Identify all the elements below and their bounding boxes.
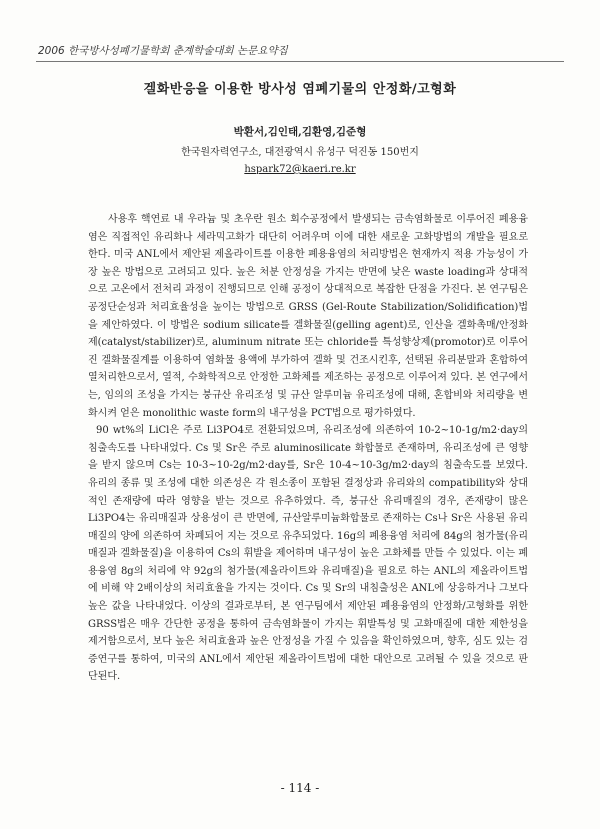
paper-affiliation: 한국원자력연구소, 대전광역시 유성구 덕진동 150번지 <box>181 147 419 158</box>
header-rule <box>36 61 564 62</box>
abstract-body <box>88 211 528 686</box>
abstract-paragraph-2: 90 wt%의 LiCl은 주로 Li3PO4로 전환되었으며, 유리조성에 의존하여 10-2~10-1g/m2·day의 침출속도를 나타내었다. Cs 및 Sr은 주로 aluminosilicate 화합물로 존재하며, 유리조성에 큰 영향을 받지 않으며 Cs는 10-3~10-2g/m2·day를, Sr은 10-4~10-3g/m2·day의 침출속도를 보였다. 유리의 종류 및 조성에 대한 의존성은 각 원소종이 포함된 결정상과 유리와의 compatibility와 상대적인 존재량에 따라 영향을 받는 것으로 유추하였다. 즉, 붕규산 유리매질의 경우, 존재량이 많은 Li3PO4는 유리매질과 상용성이 큰 반면에, 규산알루미늄화합물로 존재하는 Cs나 Sr은 사용된 유리매질의 양에 의존하여 차폐되어 지는 것으로 유추되었다. 16g의 폐용융염 처리에 84g의 첨가물(유리매질과 겔화물질)을 이용하여 Cs의 휘발을 제어하며 내구성이 높은 고화체를 만들 수 있었다. 이는 폐용융염 8g의 처리에 약 92g의 첨가물(제올라이트와 유리매질)을 필요로 하는 ANL의 제올라이트법에 비해 약 2배이상의 처리효율을 가지는 것이다. Cs 및 Sr의 내침출성은 ANL에 상응하거나 그보다 높은 값을 나타내었다. 이상의 결과로부터, 본 연구팀에서 제안된 폐용융염의 안정화/고형화를 위한 GRSS법은 매우 간단한 공정을 통하여 금속염화물이 가지는 휘발특성 및 고화매질에 대한 제한성을 제거함으로서, 보다 높은 처리효율과 높은 안정성을 가질 수 있음을 확인하였으며, 향후, 심도 있는 검증연구를 통하여, 미국의 ANL에서 제안된 제올라이트법에 대한 대안으로 고려될 수 있을 것으로 판단된다. <box>88 425 528 683</box>
conference-header: 2006 한국방사성폐기물학회 춘계학술대회 논문요약집 <box>38 45 288 57</box>
paper-authors: 박환서,김인태,김환영,김준형 <box>233 126 367 138</box>
paper-title: 겔화반응을 이용한 방사성 염폐기물의 안정화/고형화 <box>143 82 457 97</box>
author-email-link[interactable]: hspark72@kaeri.re.kr <box>244 164 356 175</box>
abstract-paragraph-1: 사용후 핵연료 내 우라늄 및 초우란 원소 회수공정에서 발생되는 금속염화물로 이루어진 폐용융염은 직접적인 유리화나 세라믹고화가 대단히 어려우며 이에 대한 새로운 고화방법의 개발을 필요로 한다. 미국 ANL에서 제안된 제올라이트를 이용한 폐용융염의 처리방법은 현재까지 적용 가능성이 가장 높은 방법으로 고려되고 있다. 높은 처분 안정성을 가지는 반면에 낮은 waste loading과 상대적으로 고온에서 전처리 과정이 진행되므로 인해 공정이 상대적으로 복잡한 단점을 가진다. 본 연구팀은 공정단순성과 처리효율성을 높이는 방법으로 GRSS (Gel-Route Stabilization/Solidification)법을 제안하였다. 이 방법은 sodium silicate를 겔화물질(gelling agent)로, 인산을 겔화촉매/안정화제(catalyst/stabilizer)로, aluminum nitrate 또는 chloride를 특성향상제(promotor)로 이루어진 겔화물질계를 이용하여 염화물 용액에 부가하여 겔화 및 건조시킨후, 선택된 유리분말과 혼합하여 열처리한으로서, 열적, 수화학적으로 안정한 고화체를 제조하는 공정으로 이루어져 있다. 본 연구에서는, 임의의 조성을 가지는 붕규산 유리조성 및 규산 알루미늄 유리조성에 대해, 혼합비와 처리량을 변화시켜 얻은 monolithic waste form의 내구성을 PCT법으로 평가하였다. <box>88 214 528 419</box>
page-number: - 114 - <box>280 781 320 795</box>
